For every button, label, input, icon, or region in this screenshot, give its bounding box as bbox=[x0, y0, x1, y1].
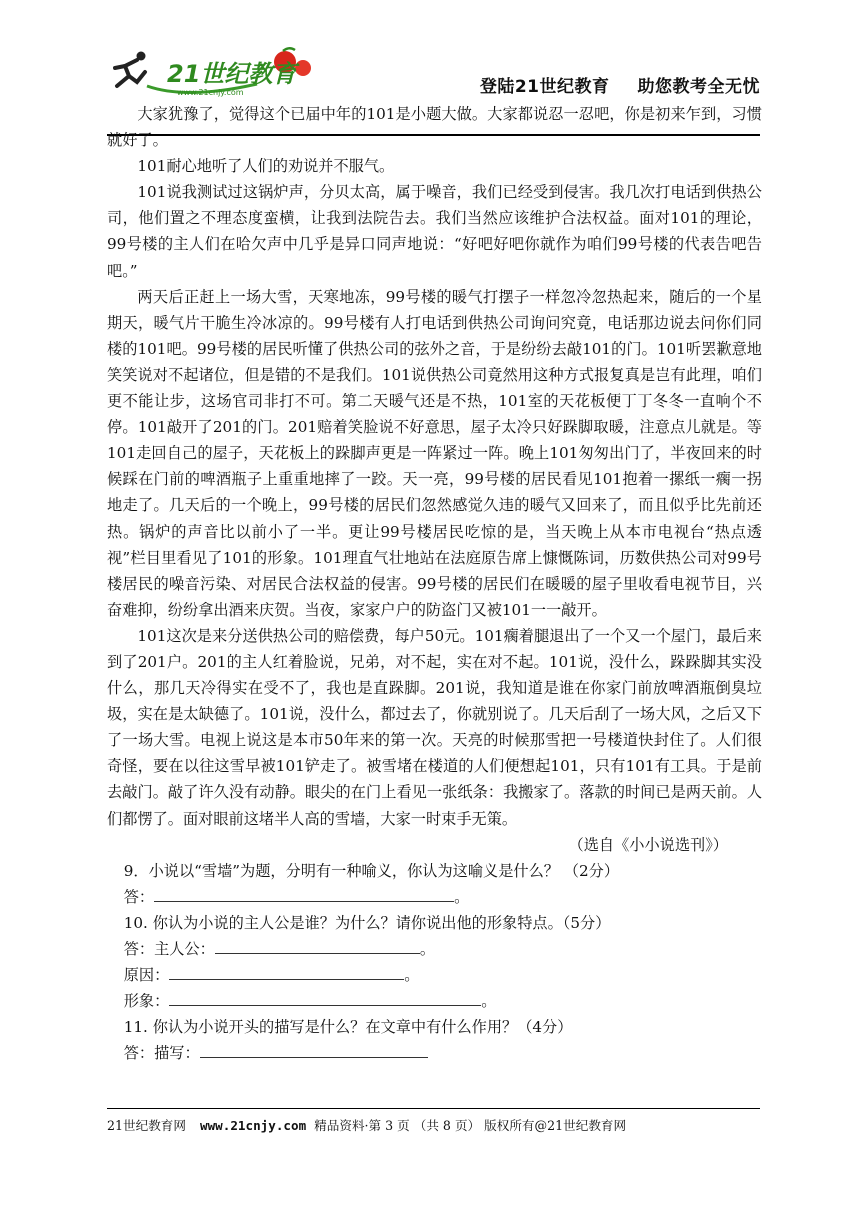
answer-line-9 bbox=[107, 884, 762, 910]
paragraph: 两天后正赶上一场大雪，天寒地冻，99号楼的暖气打摆子一样忽冷忽热起来，随后的一个星期天，暖气片干脆生冷冰凉的。99号楼有人打电话到供热公司询问究竟，电话那边说去问你们同楼的101吧。99号楼的居民听懂了供热公司的弦外之音，于是纷纷去敲101的门。101听罢歉意地笑笑说对不起诸位，但是错的不是我们。101说供热公司竟然用这种方式报复真是岂有此理，咱们更不能让步，这场官司非打不可。第二天暖气还是不热，101室的天花板便丁丁冬冬一直响个不停。101敲开了201的门。201赔着笑脸说不好意思，屋子太冷只好跺脚取暖，注意点儿就是。等101走回自己的屋子，天花板上的跺脚声更是一阵紧过一阵。晚上101匆匆出门了，半夜回来的时候踩在门前的啤酒瓶子上重重地摔了一跤。天一亮，99号楼的居民看见101抱着一摞纸一瘸一拐地走了。几天后的一个晚上，99号楼的居民们忽然感觉久违的暖气又回来了，而且似乎比先前还热。锅炉的声音比以前小了一半。更让99号楼居民吃惊的是，当天晚上从本市电视台“热点透视”栏目里看见了101的形象。101理直气壮地站在法庭原告席上慷慨陈词，历数供热公司对99号楼居民的噪音污染、对居民合法权益的侵害。99号楼的居民们在暖暖的屋子里收看电视节目，兴奋难抑，纷纷拿出酒来庆贺。当夜，家家户户的防盗门又被101一一敲开。 bbox=[107, 287, 762, 619]
logo-text: 21世纪教育 bbox=[167, 60, 297, 88]
answer-period: 。 bbox=[419, 940, 436, 958]
footer-left: 21世纪教育网 bbox=[107, 1118, 186, 1133]
slogan-right: 助您教考全无忧 bbox=[637, 77, 760, 97]
paragraph: 101耐心地听了人们的劝说并不服气。 bbox=[137, 157, 395, 176]
answer-label: 答：描写： bbox=[123, 1044, 200, 1063]
footer-divider bbox=[107, 1108, 760, 1109]
page-header bbox=[107, 38, 760, 98]
paragraph: 101这次是来分送供热公司的赔偿费，每户50元。101瘸着腿退出了一个又一个屋门，最后来到了201户。201的主人红着脸说，兄弟，对不起，实在对不起。101说，没什么，跺跺脚其实没什么，那几天冷得实在受不了，我也是直跺脚。201说，我知道是谁在你家门前放啤酒瓶倒臭垃圾，实在是太缺德了。101说，没什么，都过去了，你就别说了。几天后刮了一场大风，之后又下了一场大雪。电视上说这是本市50年来的第一次。天亮的时候那雪把一号楼道快封住了。人们很奇怪，要在以往这雪早被101铲走了。被雪堵在楼道的人们便想起101，只有101有工具。于是前去敲门。敲了许久没有动静。眼尖的在门上看见一张纸条：我搬家了。落款的时间已是两天前。人们都愣了。面对眼前这堵半人高的雪墙，大家一时束手无策。 bbox=[107, 626, 762, 828]
answer-label: 答： bbox=[123, 887, 155, 906]
site-logo[interactable] bbox=[107, 46, 327, 98]
answer-line-10c bbox=[107, 988, 762, 1014]
slogan-left: 登陆21世纪教育 bbox=[479, 77, 610, 97]
article-source: （选自《小小说选刊》） bbox=[568, 835, 728, 854]
question-11: 11. 你认为小说开头的描写是什么？在文章中有什么作用？（4分） bbox=[123, 1018, 573, 1037]
logo-graphic bbox=[107, 46, 327, 98]
answer-line-10b bbox=[107, 962, 762, 988]
answer-label: 形象： bbox=[123, 992, 170, 1011]
article-body bbox=[107, 101, 762, 1066]
footer-site-link[interactable]: www.21cnjy.com bbox=[200, 1118, 307, 1133]
answer-blank[interactable] bbox=[215, 939, 420, 954]
answer-blank[interactable] bbox=[169, 965, 404, 980]
answer-blank[interactable] bbox=[154, 887, 454, 902]
answer-blank[interactable] bbox=[200, 1043, 428, 1058]
header-slogan bbox=[480, 72, 760, 97]
paragraph: 101说我测试过这锅炉声，分贝太高，属于噪音，我们已经受到侵害。我几次打电话到供热公司，他们置之不理态度蛮横，让我到法院告去。我们当然应该维护合法权益。面对101的理论，99号楼的主人们在哈欠声中几乎是异口同声地说：“好吧好吧你就作为咱们99号楼的代表告吧告吧。” bbox=[107, 183, 762, 280]
page-footer bbox=[107, 1115, 762, 1134]
question-9: 9．小说以“雪墙”为题，分明有一种喻义，你认为这喻义是什么？ （2分） bbox=[123, 861, 620, 880]
logo-url: www.21cnjy.com bbox=[177, 88, 244, 97]
paragraph: 大家犹豫了，觉得这个已届中年的101是小题大做。大家都说忍一忍吧，你是初来乍到，习惯就好了。 bbox=[107, 105, 762, 150]
footer-right: 精品资料·第 3 页 （共 8 页） 版权所有@21世纪教育网 bbox=[314, 1118, 627, 1133]
answer-line-11 bbox=[107, 1040, 762, 1066]
answer-blank[interactable] bbox=[169, 991, 481, 1006]
answer-line-10a bbox=[107, 936, 762, 962]
answer-period: 。 bbox=[481, 992, 497, 1011]
answer-label: 答：主人公： bbox=[123, 940, 215, 958]
question-10: 10. 你认为小说的主人公是谁？为什么？请你说出他的形象特点。（5分） bbox=[123, 913, 611, 932]
answer-period: 。 bbox=[404, 966, 420, 985]
answer-label: 原因： bbox=[123, 966, 170, 985]
answer-period: 。 bbox=[454, 887, 470, 906]
